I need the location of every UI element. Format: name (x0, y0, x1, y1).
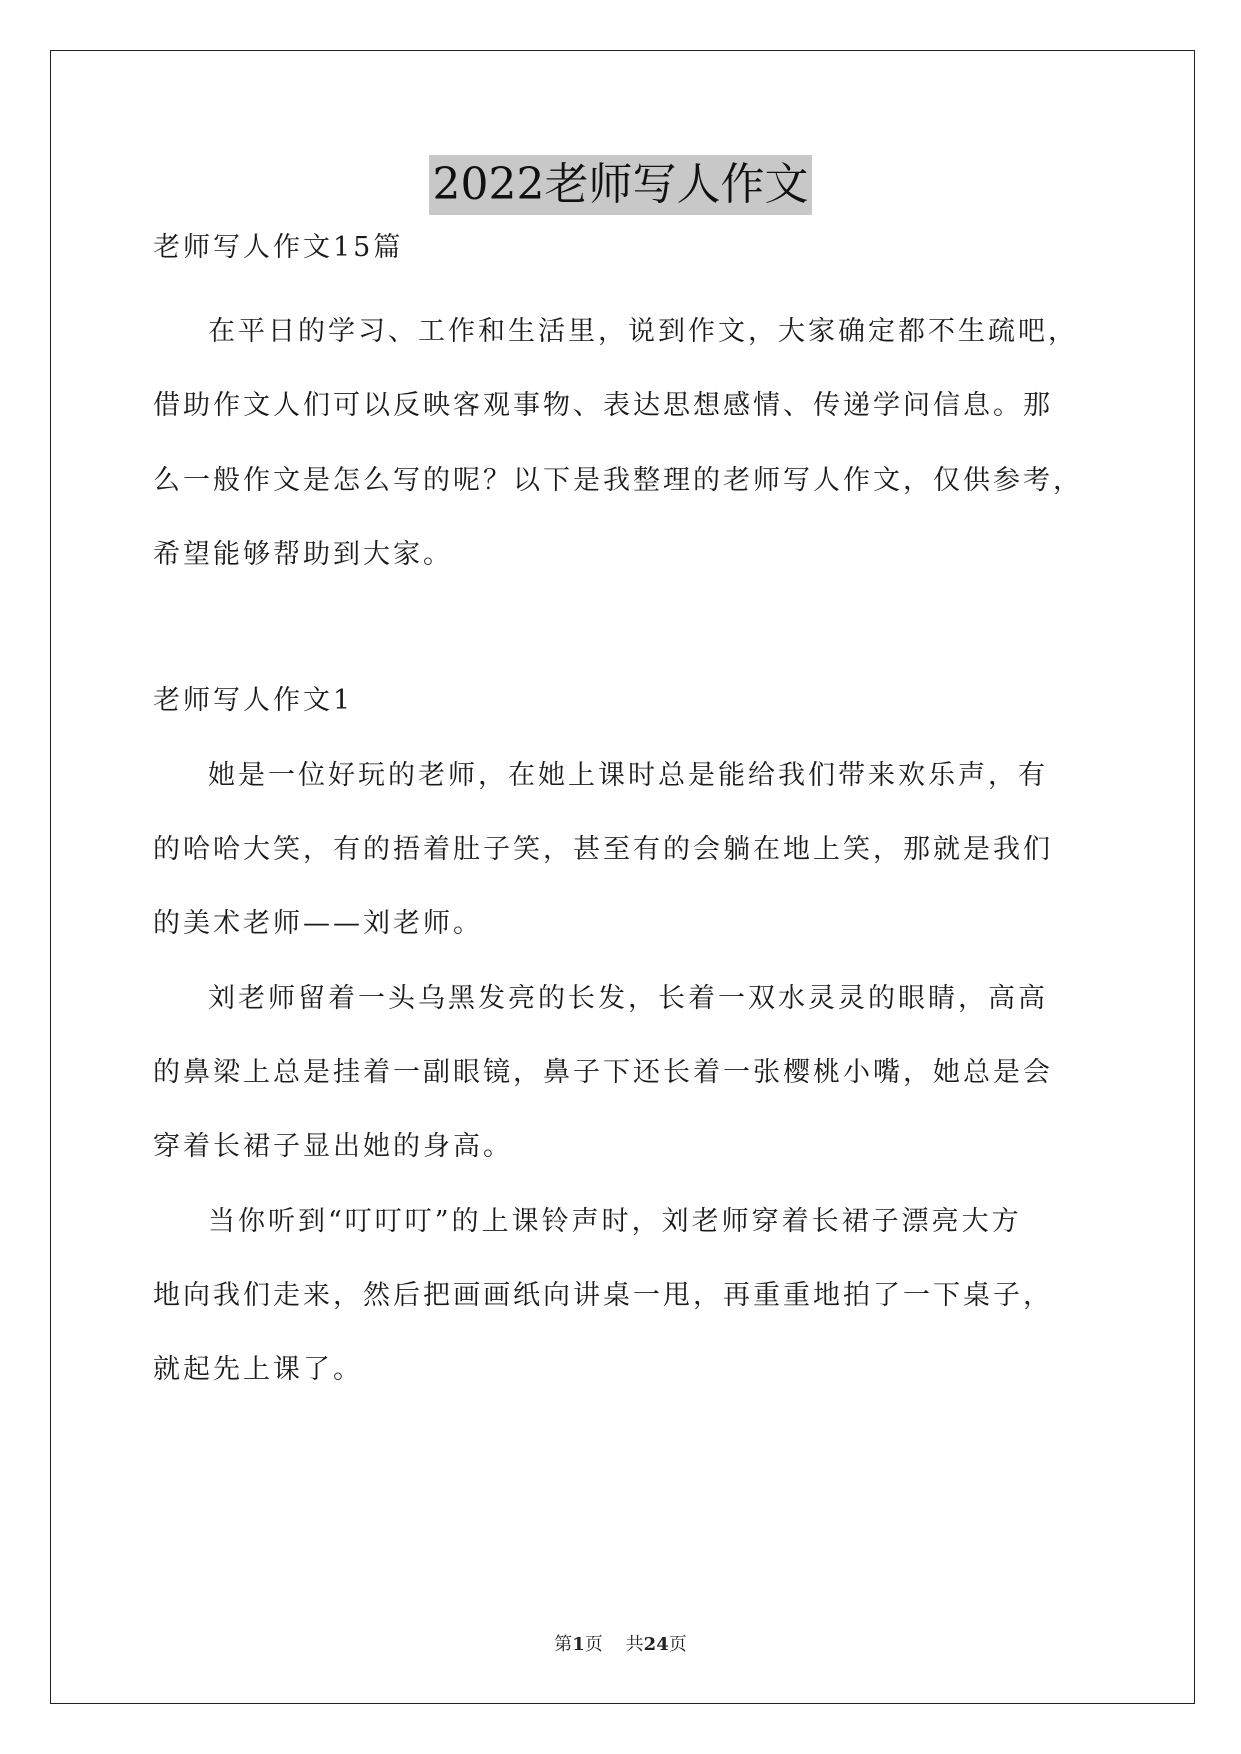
body-line-6: 穿着长裙子显出她的身高。 (153, 1131, 513, 1162)
page-border (50, 50, 1195, 1704)
footer-page-unit: 页 (584, 1634, 603, 1655)
document-title: 2022老师写人作文 (429, 155, 813, 215)
footer-page-number: 1 (572, 1634, 585, 1655)
intro-line-4: 希望能够帮助到大家。 (153, 539, 453, 570)
body-line-4: 刘老师留着一头乌黑发亮的长发，长着一双水灵灵的眼睛，高高 (208, 983, 1048, 1014)
body-line-7: 当你听到“叮叮叮”的上课铃声时，刘老师穿着长裙子漂亮大方 (208, 1206, 1022, 1237)
title-container (0, 155, 1241, 215)
footer-prefix: 第 (554, 1634, 573, 1655)
subtitle: 老师写人作文15篇 (153, 232, 404, 263)
body-line-8: 地向我们走来，然后把画画纸向讲桌一甩，再重重地拍了一下桌子， (153, 1280, 1053, 1311)
body-line-3: 的美术老师——刘老师。 (153, 908, 483, 939)
intro-line-2: 借助作文人们可以反映客观事物、表达思想感情、传递学问信息。那 (153, 390, 1053, 421)
body-line-5: 的鼻梁上总是挂着一副眼镜，鼻子下还长着一张樱桃小嘴，她总是会 (153, 1057, 1053, 1088)
page-footer (0, 1630, 1241, 1656)
footer-total-pages: 24 (643, 1634, 669, 1655)
intro-line-1: 在平日的学习、工作和生活里，说到作文，大家确定都不生疏吧， (208, 316, 1078, 347)
intro-line-3: 么一般作文是怎么写的呢？以下是我整理的老师写人作文，仅供参考， (153, 465, 1083, 496)
footer-total-unit: 页 (668, 1634, 687, 1655)
body-line-9: 就起先上课了。 (153, 1354, 363, 1385)
body-line-1: 她是一位好玩的老师，在她上课时总是能给我们带来欢乐声，有 (208, 760, 1048, 791)
body-line-2: 的哈哈大笑，有的捂着肚子笑，甚至有的会躺在地上笑，那就是我们 (153, 834, 1053, 865)
footer-total-prefix: 共 (625, 1634, 644, 1655)
section-heading: 老师写人作文1 (153, 685, 354, 716)
